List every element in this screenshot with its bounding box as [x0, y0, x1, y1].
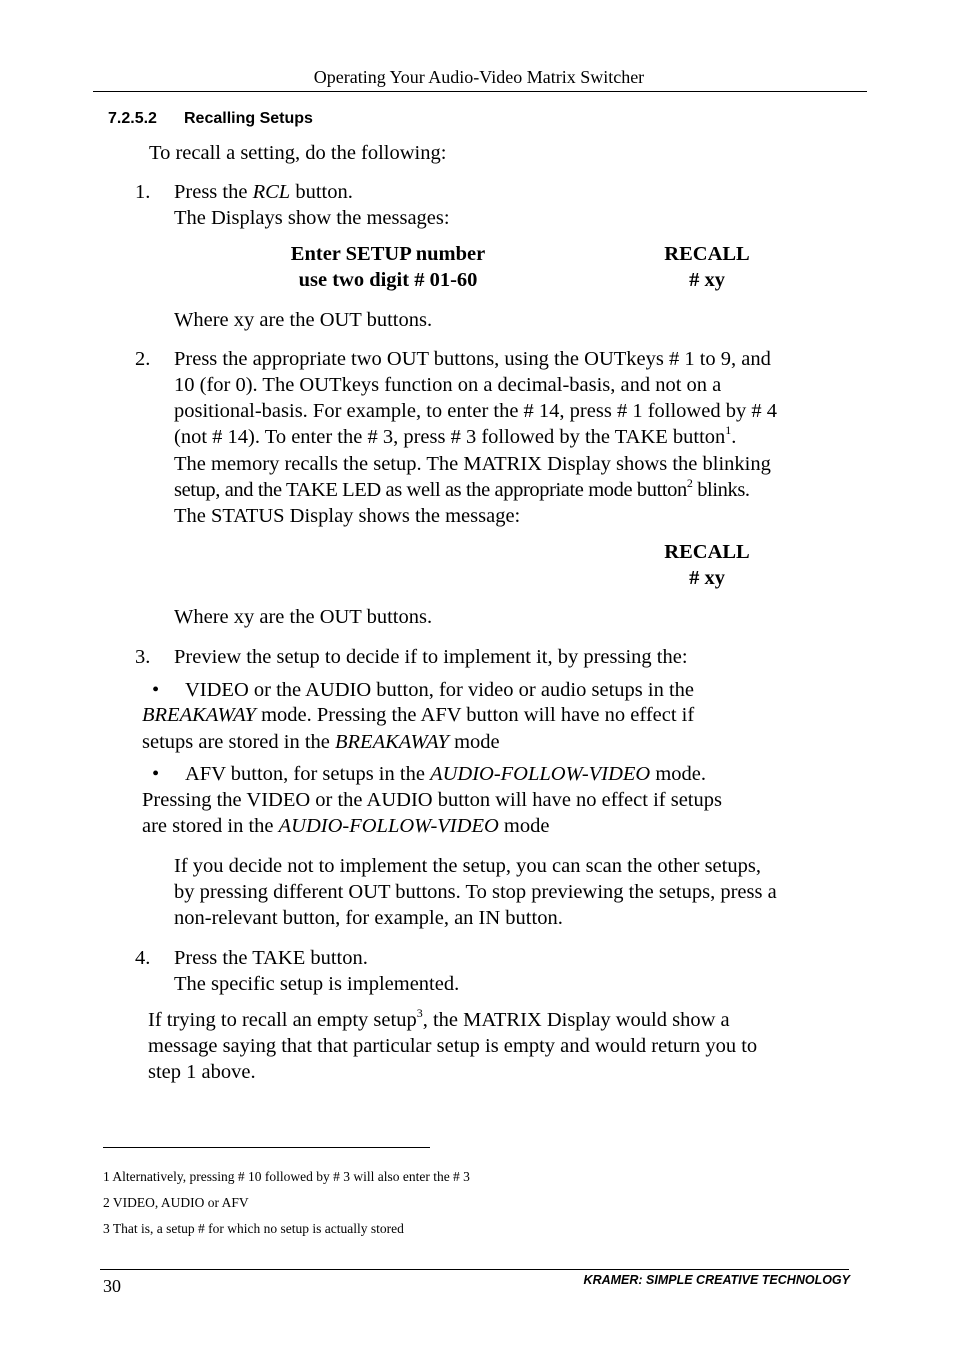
closing-text: step 1 above. — [148, 1061, 256, 1083]
bullet-icon: • — [152, 679, 160, 701]
step-number: 2. — [135, 348, 151, 370]
step-text: 10 (for 0). The OUTkeys function on a decimal-basis, and not on a — [174, 374, 722, 396]
display-message: RECALL — [664, 243, 750, 265]
step-text: Press the appropriate two OUT buttons, using the OUTkeys # 1 to 9, and — [174, 348, 771, 370]
footnote-ref: 2 — [686, 476, 693, 491]
bullet-icon: • — [152, 763, 160, 785]
step-note: Where xy are the OUT buttons. — [174, 309, 433, 331]
closing-text: message saying that that particular setup is empty and would return you to — [148, 1035, 758, 1057]
intro-text: To recall a setting, do the following: — [149, 142, 447, 164]
running-header: Operating Your Audio-Video Matrix Switcher — [313, 67, 645, 87]
bullet-text: VIDEO or the AUDIO button, for video or audio setups in the — [185, 679, 694, 701]
footnote: 2 VIDEO, AUDIO or AFV — [103, 1195, 249, 1210]
closing-text: If trying to recall an empty setup$^3$, the MATRIX Display would show a — [148, 1006, 730, 1031]
step-text: Press the TAKE button. — [174, 947, 368, 969]
step-text: Press the RCL button. — [174, 181, 353, 203]
footnote: 3 That is, a setup # for which no setup is actually stored — [103, 1221, 404, 1236]
display-message: Enter SETUP number — [290, 243, 486, 265]
step-text: Preview the setup to decide if to implement it, by pressing the: — [174, 646, 688, 668]
step-text: setup, and the TAKE LED as well as the appropriate mode button$^2$ blinks. — [174, 476, 750, 501]
display-message: # xy — [689, 269, 725, 291]
rcl-emphasis: RCL — [252, 181, 291, 203]
bullet-text: AFV button, for setups in the AUDIO-FOLLOW-VIDEO mode. — [185, 763, 707, 785]
step-text: by pressing different OUT buttons. To stop previewing the setups, press a — [174, 881, 777, 903]
step-text: The memory recalls the setup. The MATRIX Display shows the blinking — [174, 453, 771, 475]
bullet-text: are stored in the AUDIO-FOLLOW-VIDEO mode — [142, 815, 550, 837]
step-text: (not # 14). To enter the # 3, press # 3 followed by the TAKE button$^1$. — [174, 423, 737, 448]
step-text: non-relevant button, for example, an IN button. — [174, 907, 563, 929]
display-message: # xy — [689, 567, 725, 589]
display-message: RECALL — [664, 541, 750, 563]
step-number: 4. — [135, 947, 151, 969]
step-number: 3. — [135, 646, 151, 668]
bullet-text: BREAKAWAY mode. Pressing the AFV button will have no effect if — [142, 704, 695, 726]
bullet-text: setups are stored in the BREAKAWAY mode — [142, 731, 500, 753]
bullet-text: Pressing the VIDEO or the AUDIO button will have no effect if setups — [142, 789, 722, 811]
footnote-separator — [103, 1147, 430, 1148]
footer-rule — [100, 1269, 849, 1270]
step-text: The Displays show the messages: — [174, 207, 450, 229]
step-text: positional-basis. For example, to enter the # 14, press # 1 followed by # 4 — [174, 400, 777, 422]
page-number: 30 — [103, 1276, 121, 1296]
footnote: 1 Alternatively, pressing # 10 followed by # 3 will also enter the # 3 — [103, 1169, 470, 1184]
step-text: The specific setup is implemented. — [174, 973, 460, 995]
display-message: use two digit # 01-60 — [298, 269, 478, 291]
footnote-ref: 3 — [416, 1006, 423, 1021]
step-text: The STATUS Display shows the message: — [174, 505, 521, 527]
step-text: If you decide not to implement the setup, you can scan the other setups, — [174, 855, 761, 877]
step-number: 1. — [135, 181, 151, 203]
footnote-ref: 1 — [725, 423, 732, 438]
section-title: Recalling Setups — [184, 110, 313, 127]
header-rule — [93, 91, 867, 92]
section-number: 7.2.5.2 — [108, 110, 157, 127]
step-note: Where xy are the OUT buttons. — [174, 606, 433, 628]
footer-brand: KRAMER: SIMPLE CREATIVE TECHNOLOGY — [583, 1273, 850, 1287]
